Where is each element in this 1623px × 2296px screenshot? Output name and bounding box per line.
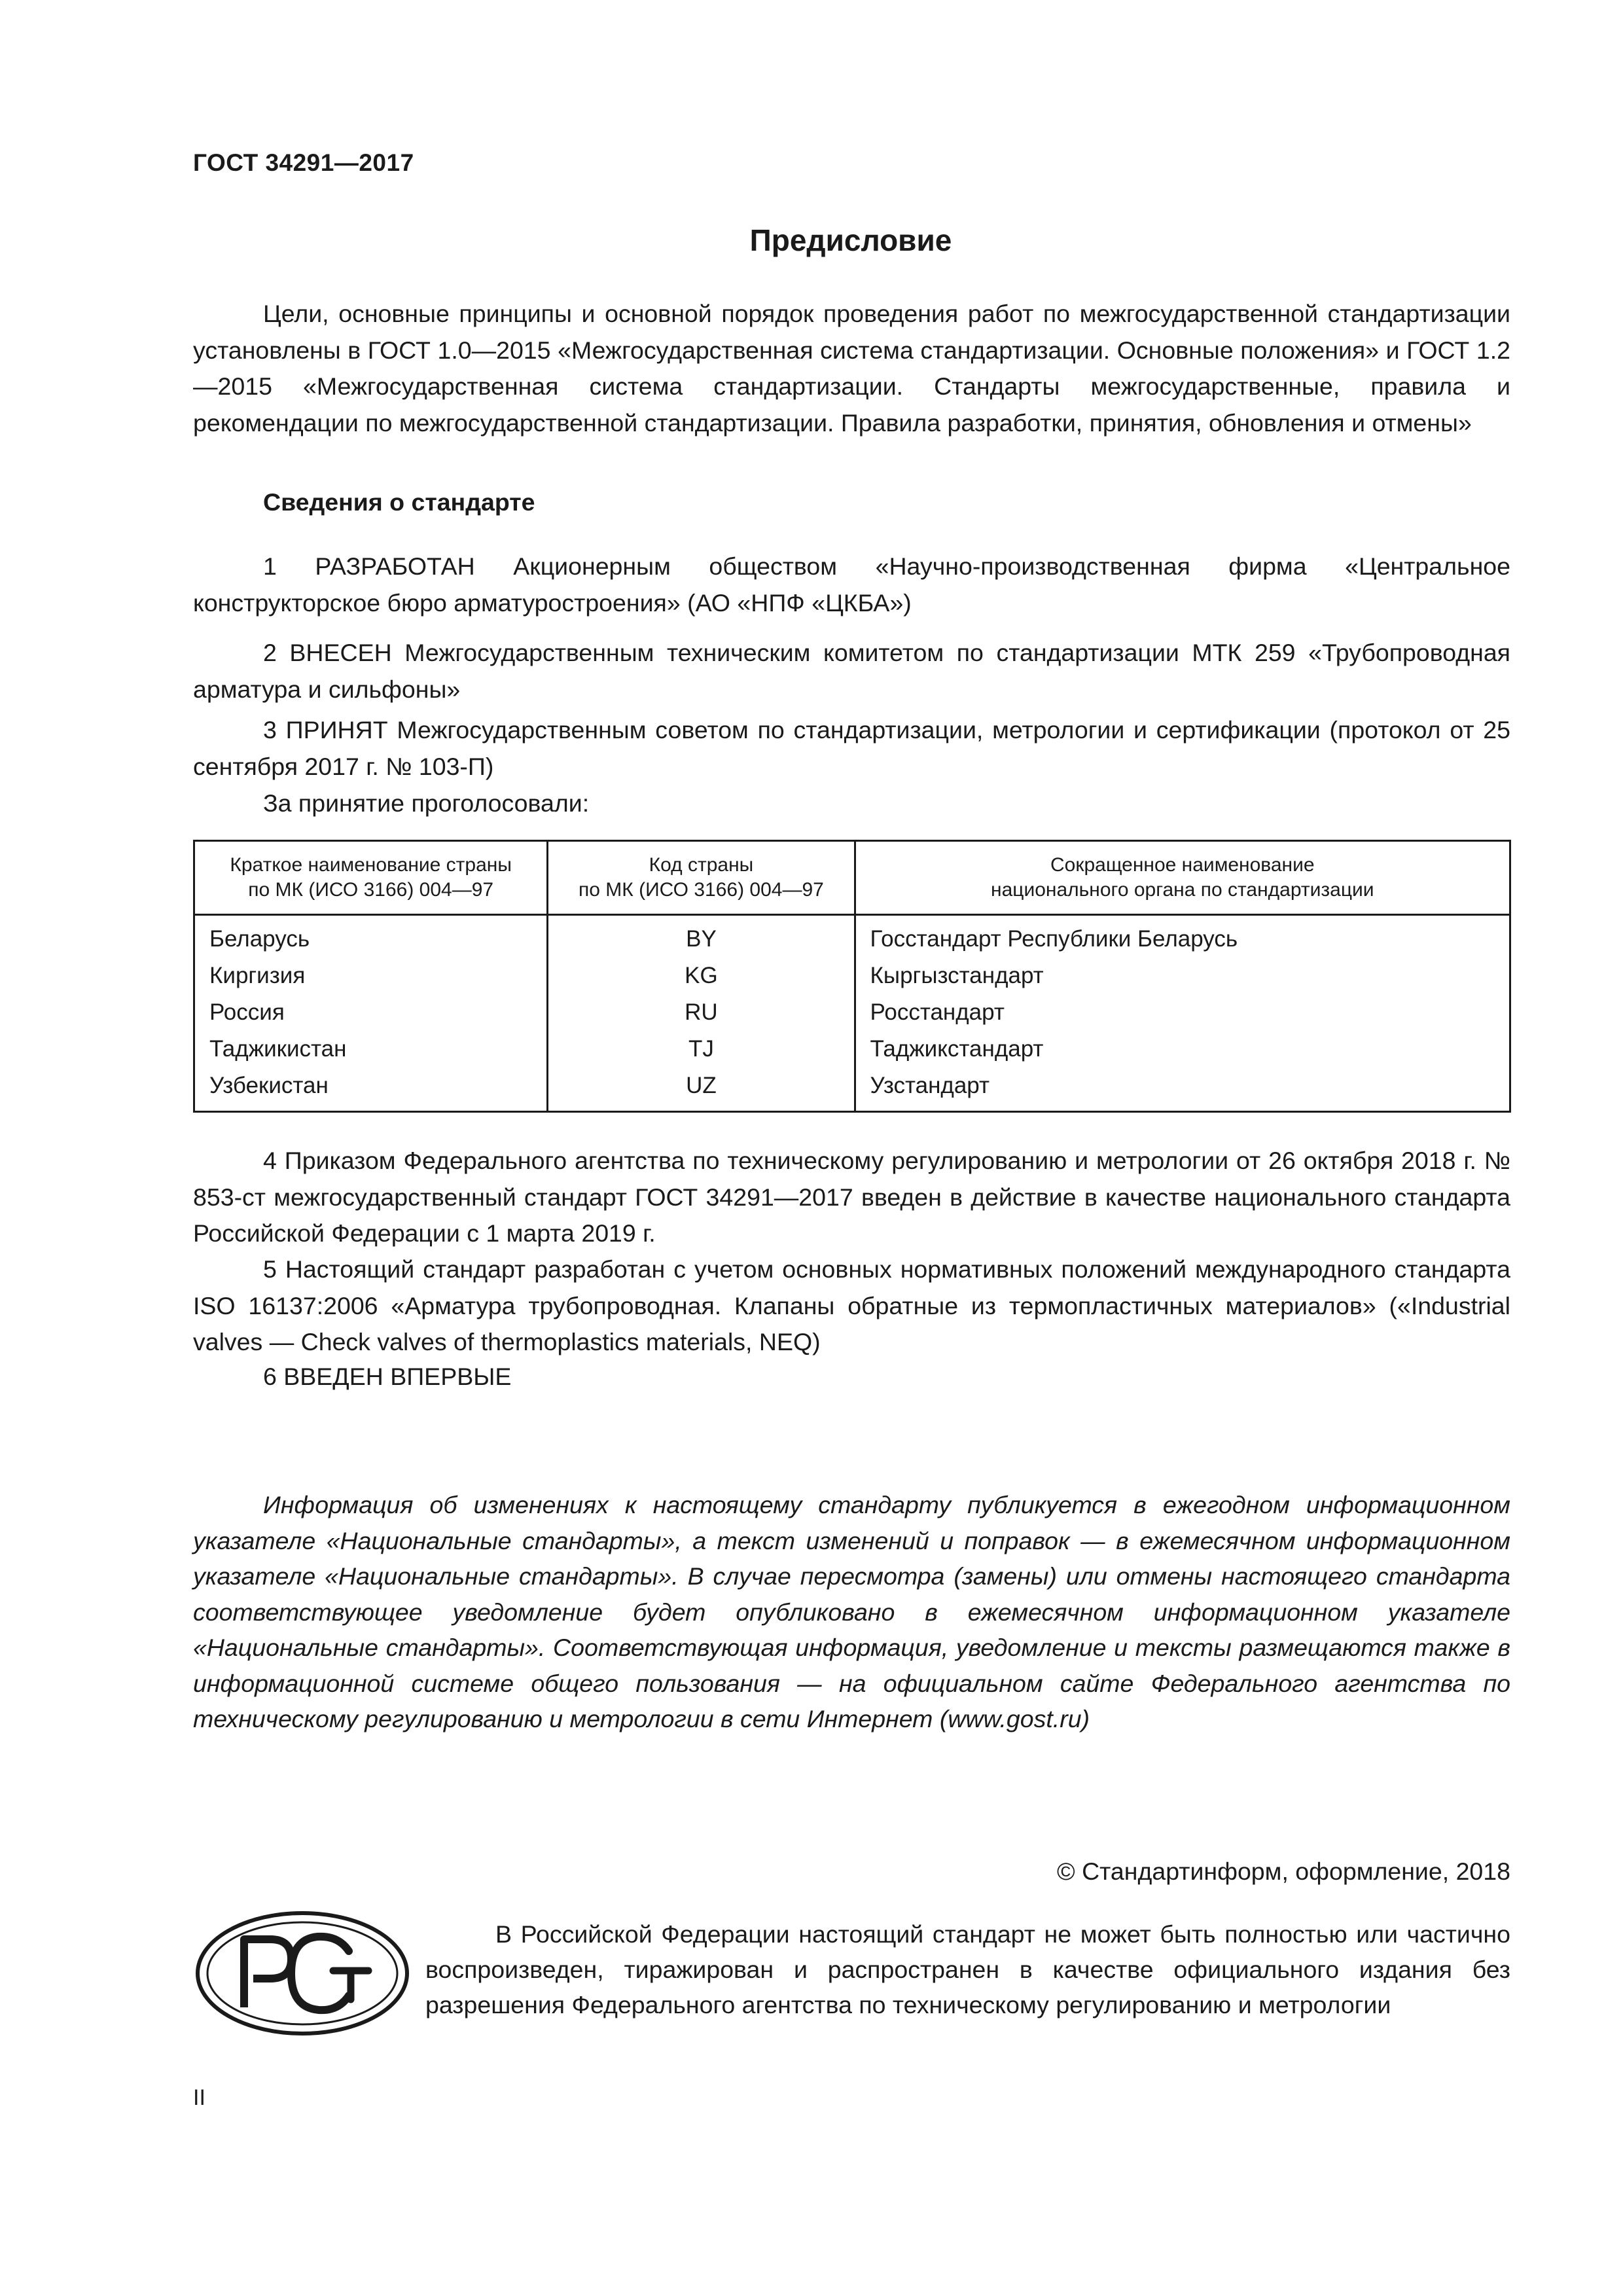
table-row <box>194 1031 1510 1067</box>
item-6-paragraph: 6 ВВЕДЕН ВПЕРВЫЕ <box>263 1363 512 1390</box>
reproduction-rights-notice: В Российской Федерации настоящий стандарт не может быть полностью или частично воспроизведен, тиражирован и распространен в качестве официального издания без разрешения Федерального агентства по техническому регулированию и метрологии <box>425 1920 1510 2018</box>
table-row <box>194 1067 1510 1112</box>
national-body-cell: Узстандарт <box>855 1067 1510 1112</box>
rst-logo-icon <box>193 1908 412 2042</box>
table-row <box>194 915 1510 958</box>
copyright-line: © Стандартинформ, оформление, 2018 <box>1057 1857 1510 1885</box>
document-code: ГОСТ 34291—2017 <box>193 149 414 176</box>
country-name-cell: Россия <box>194 994 548 1031</box>
country-name-cell: Беларусь <box>194 915 548 958</box>
country-code-cell: UZ <box>548 1067 855 1112</box>
header-country-name: Краткое наименование страны по МК (ИСО 3166) 004—97 <box>194 841 548 915</box>
page-title: Предисловие <box>749 223 952 257</box>
table-header-row <box>194 841 1510 915</box>
country-name-cell: Узбекистан <box>194 1067 548 1112</box>
table-row <box>194 994 1510 1031</box>
header-country-code: Код страны по МК (ИСО 3166) 004—97 <box>548 841 855 915</box>
national-body-cell: Таджикстандарт <box>855 1031 1510 1067</box>
table-row <box>194 958 1510 994</box>
national-body-cell: Росстандарт <box>855 994 1510 1031</box>
item-2-paragraph: 2 ВНЕСЕН Межгосударственным техническим комитетом по стандартизации МТК 259 «Трубопроводная арматура и сильфоны» <box>193 639 1510 703</box>
item-4-paragraph: 4 Приказом Федерального агентства по техническому регулированию и метрологии от 26 октября 2018 г. № 853-ст межгосударственный стандарт ГОСТ 34291—2017 введен в действие в качестве национального стандарта Российской Федерации с 1 марта 2019 г. <box>193 1147 1510 1247</box>
changes-info-notice: Информация об изменениях к настоящему стандарту публикуется в ежегодном информационном указателе «Национальные стандарты», а текст изменений и поправок — в ежемесячном информационном указателе «Национальные стандарты». В случае пересмотра (замены) или отмены настоящего стандарта соответствующее уведомление будет опубликовано в ежемесячном информационном указателе «Национальные стандарты». Соответствующая информация, уведомление и тексты размещаются также в информационной системе общего пользования — на официальном сайте Федерального агентства по техническому регулированию и метрологии в сети Интернет (www.gost.ru) <box>193 1491 1510 1732</box>
country-code-cell: KG <box>548 958 855 994</box>
info-heading: Сведения о стандарте <box>263 488 535 516</box>
national-body-cell: Кыргызстандарт <box>855 958 1510 994</box>
page-number: II <box>193 2085 205 2110</box>
country-code-cell: RU <box>548 994 855 1031</box>
item-1-paragraph: 1 РАЗРАБОТАН Акционерным обществом «Научно-производственная фирма «Центральное конструкторское бюро арматуростроения» (АО «НПФ «ЦКБА») <box>193 552 1510 617</box>
header-national-body: Сокращенное наименование национального органа по стандартизации <box>855 841 1510 915</box>
member-countries-table <box>193 840 1511 1113</box>
national-body-cell: Госстандарт Республики Беларусь <box>855 915 1510 958</box>
item-3-paragraph: 3 ПРИНЯТ Межгосударственным советом по стандартизации, метрологии и сертификации (протокол от 25 сентября 2017 г. № 103-П) <box>193 716 1510 780</box>
country-code-cell: BY <box>548 915 855 958</box>
country-code-cell: TJ <box>548 1031 855 1067</box>
item-5-paragraph: 5 Настоящий стандарт разработан с учетом основных нормативных положений международного стандарта ISO 16137:2006 «Арматура трубопроводная. Клапаны обратные из термопластичных материалов» («Industrial valves — Check valves of thermoplastics materials, NEQ) <box>193 1255 1510 1355</box>
country-name-cell: Киргизия <box>194 958 548 994</box>
intro-paragraph: Цели, основные принципы и основной порядок проведения работ по межгосударственной стандартизации установлены в ГОСТ 1.0—2015 «Межгосударственная система стандартизации. Основные положения» и ГОСТ 1.2—2015 «Межгосударственная система стандартизации. Стандарты межгосударственные, правила и рекомендации по межгосударственной стандартизации. Правила разработки, принятия, обновления и отмены» <box>193 300 1510 437</box>
vote-label: За принятие проголосовали: <box>263 789 590 817</box>
country-name-cell: Таджикистан <box>194 1031 548 1067</box>
